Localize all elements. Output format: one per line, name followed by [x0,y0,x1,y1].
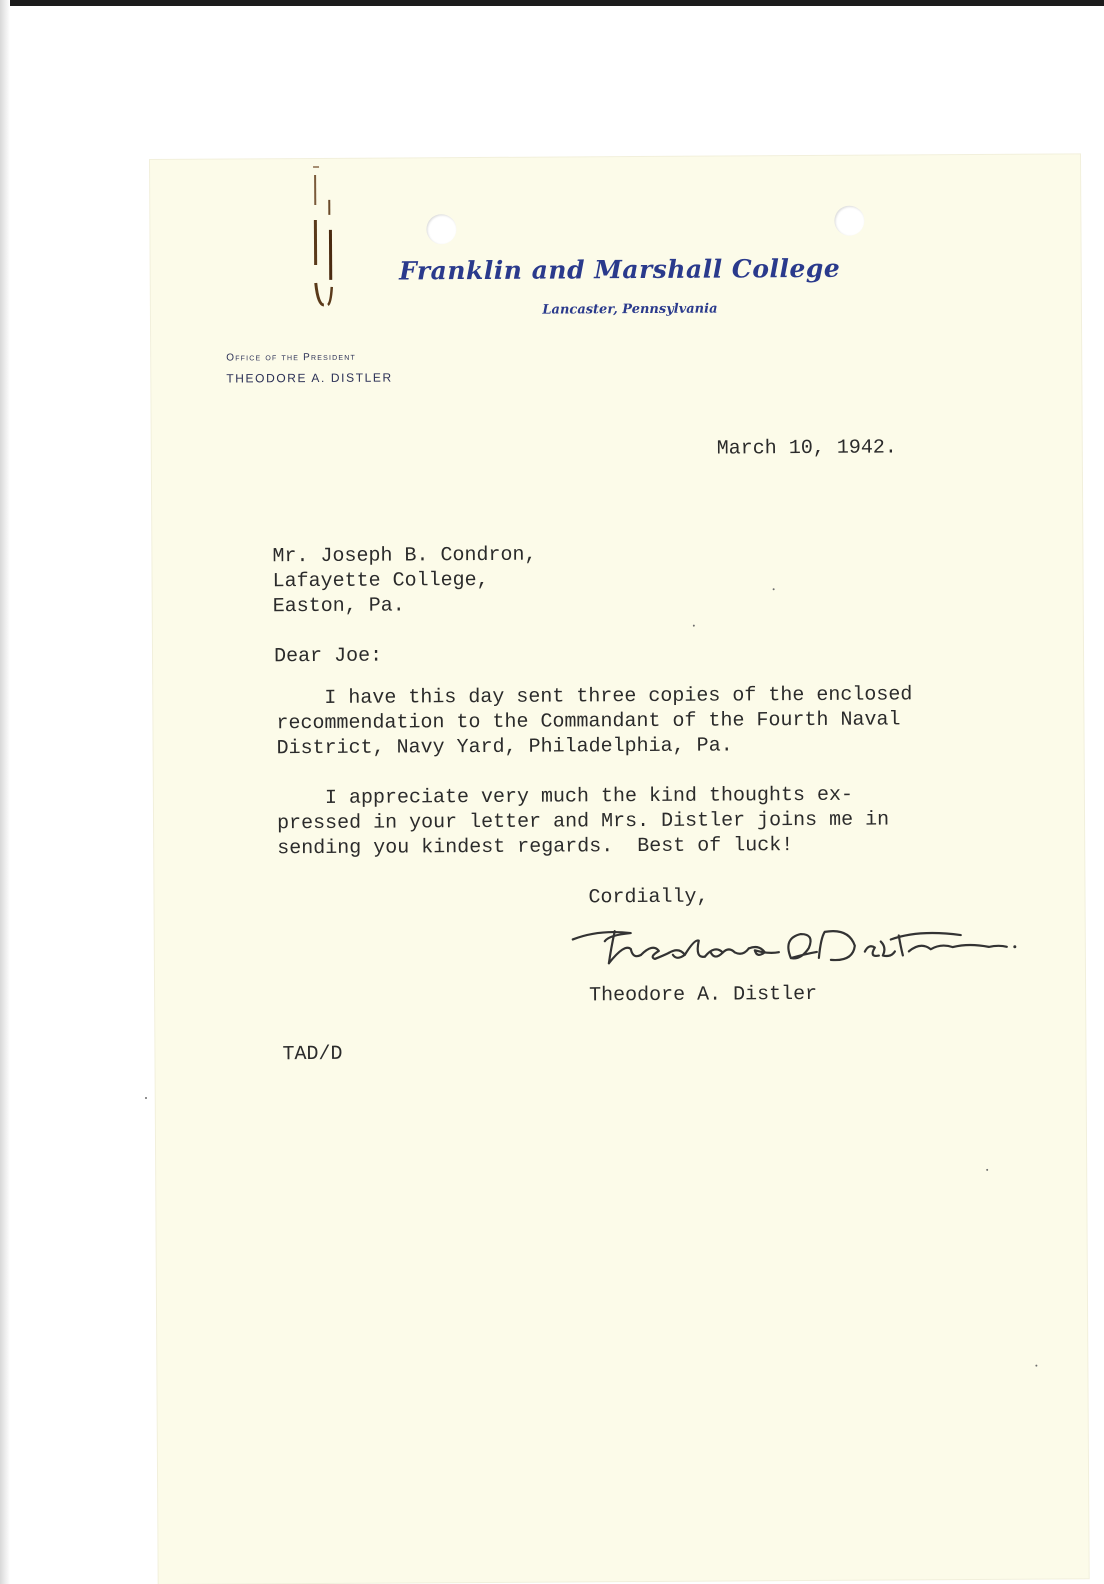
paragraph-line: I appreciate very much the kind thoughts ex- [276,783,854,811]
letter-sheet [150,154,1089,1584]
office-of-president: Office of the President [226,351,356,364]
body-paragraph-1 [276,682,913,761]
paper-speck [773,588,775,590]
paragraph-line: pressed in your letter and Mrs. Distler joins me in [276,808,890,836]
salutation: Dear Joe: [273,644,383,669]
letterhead-college-name: Franklin and Marshall College [399,253,841,286]
signer-name: Theodore A. Distler [589,982,818,1008]
paper-speck [693,625,695,627]
scan-speck [145,1097,147,1099]
punch-hole-left [426,214,456,244]
staple-rust-mark [303,165,344,315]
recipient-line: Mr. Joseph B. Condron, [272,543,537,569]
scan-top-edge [0,0,1104,6]
letterhead-city: Lancaster, Pennsylvania [542,301,718,318]
recipient-line: Easton, Pa. [272,594,405,619]
paragraph-line: recommendation to the Commandant of the Fourth Naval [276,708,901,736]
handwritten-signature [569,917,1019,982]
closing: Cordially, [588,885,709,910]
paper-speck [1035,1365,1037,1367]
body-paragraph-2 [277,782,890,861]
paragraph-line: District, Navy Yard, Philadelphia, Pa. [276,734,733,761]
paragraph-line: sending you kindest regards. Best of luck! [277,834,794,861]
letter-date: March 10, 1942. [716,436,897,461]
scan-left-shadow [0,0,10,1584]
recipient-address [272,543,537,620]
paper-speck [986,1169,988,1171]
punch-hole-right [834,206,864,236]
president-name-header: THEODORE A. DISTLER [226,370,393,386]
recipient-line: Lafayette College, [272,568,489,594]
paragraph-line: I have this day sent three copies of the enclosed [276,683,913,711]
reference-initials: TAD/D [282,1042,343,1067]
